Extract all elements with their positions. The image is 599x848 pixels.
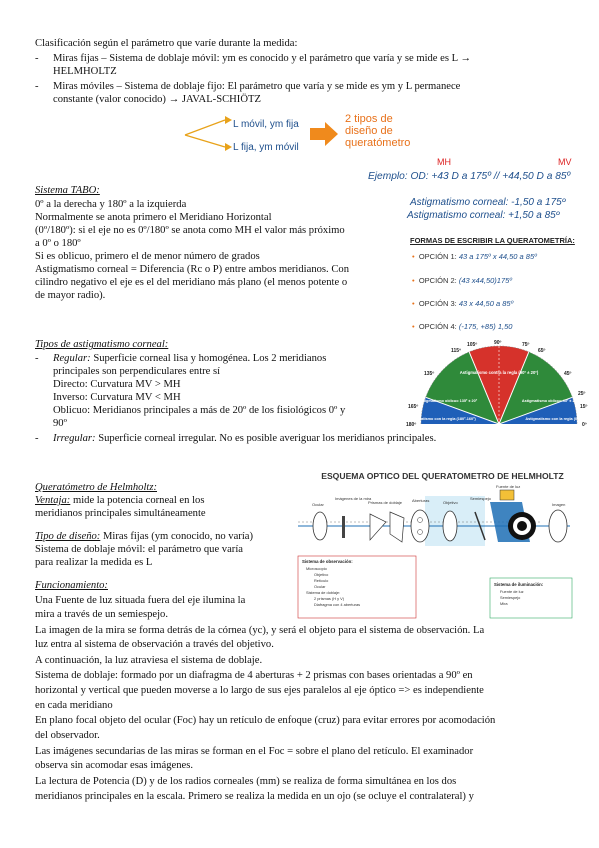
bullet-dash: -: [35, 433, 39, 444]
mv-label: MV: [558, 157, 572, 167]
tabo-line: Si es oblicuo, primero el de menor número de grados: [35, 251, 260, 262]
arrowhead-icon: [225, 116, 232, 124]
arrowhead-icon: [225, 143, 232, 151]
image-plane: [549, 510, 567, 542]
inverso-line: Inverso: Curvatura MV < MH: [53, 392, 181, 403]
bullet-icon: •: [412, 276, 415, 285]
func-line: Una Fuente de luz situada fuera del eje ilumina la: [35, 595, 246, 606]
svg-text:Imagen: Imagen: [552, 502, 566, 507]
para-line: A continuación, la luz atraviesa el sistema de doblaje.: [35, 655, 263, 666]
svg-text:Microscopio: Microscopio: [306, 566, 327, 571]
prism-1: [370, 514, 386, 540]
oblicuo-line-2: 90º: [53, 418, 67, 429]
forma-item: • OPCIÓN 3: 43 x 44,50 a 85º: [412, 299, 514, 308]
para-line: La lectura de Potencia (D) y de los radios corneales (mm) se realiza de forma simultánea en los dos: [35, 776, 457, 787]
light-source: [500, 490, 514, 500]
ventaja-line-2: meridianos principales simultáneamente: [35, 508, 206, 519]
astigmatism-gauge: [404, 340, 594, 432]
tabo-title: Sistema TABO:: [35, 185, 100, 196]
para-line: La imagen de la mira se forma detrás de la córnea (yc), y será el objeto para el sistema de observación. La: [35, 625, 485, 636]
reticle: [342, 516, 345, 538]
regular-line-2: principales son perpendiculares entre sí: [53, 366, 221, 377]
svg-text:Objetivo: Objetivo: [443, 500, 458, 505]
classif-b1-line1: Miras fijas – Sistema de doblaje móvil: ym es conocido y el parámetro que varía y se mide es L →: [53, 53, 471, 64]
optical-schema-drawing: [290, 482, 595, 620]
gauge-tick-65: 65º: [538, 348, 546, 354]
gauge-label-obl-right: Astigmatismo oblicuo 45º ± 20º: [521, 399, 579, 403]
svg-text:Diafragma con 4 aberturas: Diafragma con 4 aberturas: [314, 602, 361, 607]
para-line: meridianos principales en la escala. Primero se realiza la medida en un ojo (se ocluye el contralateral) y: [35, 791, 474, 802]
gauge-tick-15: 15º: [580, 404, 588, 410]
svg-text:Fuente de luz: Fuente de luz: [496, 484, 521, 489]
svg-text:Sistema de observación:: Sistema de observación:: [302, 559, 353, 564]
svg-text:Fuente de luz: Fuente de luz: [500, 589, 524, 594]
forma-item: • OPCIÓN 1: 43 a 175º x 44,50 a 85º: [412, 252, 537, 261]
para-line: horizontal y vertical que pueden moverse a lo largo de sus ejes paralelos al eje óptico => es independiente: [35, 685, 484, 696]
svg-text:Ocular: Ocular: [312, 502, 324, 507]
gauge-tick-135: 135º: [424, 371, 435, 377]
svg-text:Semiespejo: Semiespejo: [500, 595, 521, 600]
astigmatism-example-2: Astigmatismo corneal: +1,50 a 85º: [407, 210, 560, 221]
para-line: en cada meridiano: [35, 700, 113, 711]
svg-text:Sistema de iluminación:: Sistema de iluminación:: [494, 582, 544, 587]
gauge-tick-180: 180º: [406, 422, 417, 428]
gauge-tick-105: 105º: [467, 342, 478, 348]
svg-text:Objetivo: Objetivo: [314, 572, 329, 577]
tabo-line: cilindro negativo el eje es el del meridiano más plano (el menos potente o: [35, 277, 348, 288]
prism-2: [390, 512, 404, 542]
aperture-diaphragm: [411, 510, 429, 542]
svg-text:Prismas de doblaje: Prismas de doblaje: [368, 500, 403, 505]
svg-text:Ocular: Ocular: [314, 584, 326, 589]
gauge-tick-165: 165º: [408, 404, 419, 410]
classification-title: Clasificación según el parámetro que varíe durante la medida:: [35, 38, 298, 49]
tabo-line: de mayor radio).: [35, 290, 106, 301]
schema-title: ESQUEMA OPTICO DEL QUERATOMETRO DE HELMHOLTZ: [321, 471, 564, 481]
func-line-2: mira a través de un semiespejo.: [35, 609, 168, 620]
l-fija-label: L fija, ym móvil: [233, 142, 299, 153]
oblicuo-line: Oblicuo: Meridianos principales a más de 20º de los fisiológicos 0º y: [53, 405, 346, 416]
tabo-line: (0º/180º): si el eje no es 0º/180º se anota como MH el valor más próximo: [35, 225, 345, 236]
funcionamiento-title: Funcionamiento:: [35, 580, 108, 591]
tipos-diseno-note: 2 tipos de diseño de queratómetro: [345, 113, 411, 149]
svg-text:Retículo: Retículo: [314, 578, 329, 583]
bullet-dash: -: [35, 53, 39, 64]
svg-text:Imágenes de la mira: Imágenes de la mira: [335, 496, 372, 501]
para-line: observa sin acomodar esas imágenes.: [35, 760, 193, 771]
optical-schema-figure: [290, 470, 595, 620]
big-arrow-icon: [310, 122, 338, 146]
svg-text:Sistema de doblaje:: Sistema de doblaje:: [306, 590, 341, 595]
para-line: Las imágenes secundarias de las miras se forman en el Foc = sobre el plano del retículo. El examinador: [35, 746, 474, 757]
svg-text:Aberturas: Aberturas: [412, 498, 430, 503]
bullet-dash: -: [35, 81, 39, 92]
gauge-tick-75: 75º: [522, 342, 530, 348]
gauge-tick-25: 25º: [578, 391, 586, 397]
tabo-line: a 0º o 180º: [35, 238, 81, 249]
tipo-diseno-line-2: Sistema de doblaje móvil: el parámetro que varía: [35, 544, 243, 555]
irregular-line: Irregular: Superficie corneal irregular. No es posible averiguar los meridianos principales.: [53, 433, 437, 444]
bullet-icon: •: [412, 299, 415, 308]
bullet-dash: -: [35, 353, 39, 364]
gauge-tick-45: 45º: [564, 371, 572, 377]
bullet-icon: •: [412, 322, 415, 331]
regular-line: Regular: Superficie corneal lisa y homogénea. Los 2 meridianos: [53, 353, 327, 364]
gauge-label-contra: Astigmatismo contra la regla (90º ± 20º): [459, 370, 539, 375]
mh-label: MH: [437, 157, 451, 167]
gauge-label-regla-left: Astigmatismo con la regla (180º-160º): [408, 417, 476, 421]
forma-item: • OPCIÓN 4: (-175, +85) 1,50: [412, 322, 513, 331]
ocular-lens: [313, 512, 327, 540]
svg-text:Semiespejo: Semiespejo: [470, 496, 491, 501]
para-line: luz entra al sistema de observación a través del objetivo.: [35, 639, 274, 650]
gauge-tick-115: 115º: [451, 348, 461, 354]
l-movil-label: L móvil, ym fija: [233, 119, 299, 130]
forma-item: • OPCIÓN 2: (43 x44,50)175º: [412, 276, 513, 285]
para-line: Sistema de doblaje: formado por un diafragma de 4 aberturas + 2 prismas con bases orientadas a 90º en: [35, 670, 473, 681]
classif-b2-line2: constante (valor conocido) → JAVAL-SCHIÖTZ: [53, 94, 261, 105]
gauge-tick-90: 90º: [494, 340, 502, 346]
example-text: Ejemplo: OD: +43 D a 175º // +44,50 D a 85º: [368, 171, 571, 182]
gauge-tick-0: 0º: [582, 422, 587, 428]
branch-line-lower: [185, 135, 225, 147]
tipo-diseno-line: Tipo de diseño: Miras fijas (ym conocido, no varía): [35, 531, 254, 542]
svg-text:Mira: Mira: [500, 601, 508, 606]
tipos-title: Tipos de astigmatismo corneal:: [35, 339, 169, 350]
helmholtz-title: Queratómetro de Helmholtz:: [35, 482, 158, 493]
para-line: En plano focal objeto del ocular (Foc) hay un retículo de enfoque (cruz) para evitar errores por acomodación: [35, 715, 496, 726]
para-line: del observador.: [35, 730, 100, 741]
bullet-icon: •: [412, 252, 415, 261]
classif-b2-line1: Miras móviles – Sistema de doblaje fijo: El parámetro que varía y se mide es ym y L permanece: [53, 81, 461, 92]
tabo-line: Normalmente se anota primero el Meridiano Horizontal: [35, 212, 272, 223]
classif-b1-line2: HELMHOLTZ: [53, 66, 117, 77]
objective-lens: [443, 511, 457, 541]
formas-title: FORMAS DE ESCRIBIR LA QUERATOMETRÍA:: [410, 236, 575, 245]
tabo-line: Astigmatismo corneal = Diferencia (Rc o P) entre ambos meridianos. Con: [35, 264, 349, 275]
astigmatism-example-1: Astigmatismo corneal: -1,50 a 175º: [410, 197, 566, 208]
ventaja-line: Ventaja: mide la potencia corneal en los: [35, 495, 205, 506]
tipo-diseno-line-3: para realizar la medida es L: [35, 557, 153, 568]
gauge-label-obl-left: Astigmatismo oblicuo 135º ± 20º: [418, 399, 478, 403]
tabo-line: 0º a la derecha y 180º a la izquierda: [35, 199, 187, 210]
svg-text:2 prismas (H y V): 2 prismas (H y V): [314, 596, 345, 601]
directo-line: Directo: Curvatura MV > MH: [53, 379, 181, 390]
gauge-label-regla-right: Astigmatismo con la regla (0º-20º): [525, 417, 587, 421]
branch-line-upper: [185, 120, 225, 135]
